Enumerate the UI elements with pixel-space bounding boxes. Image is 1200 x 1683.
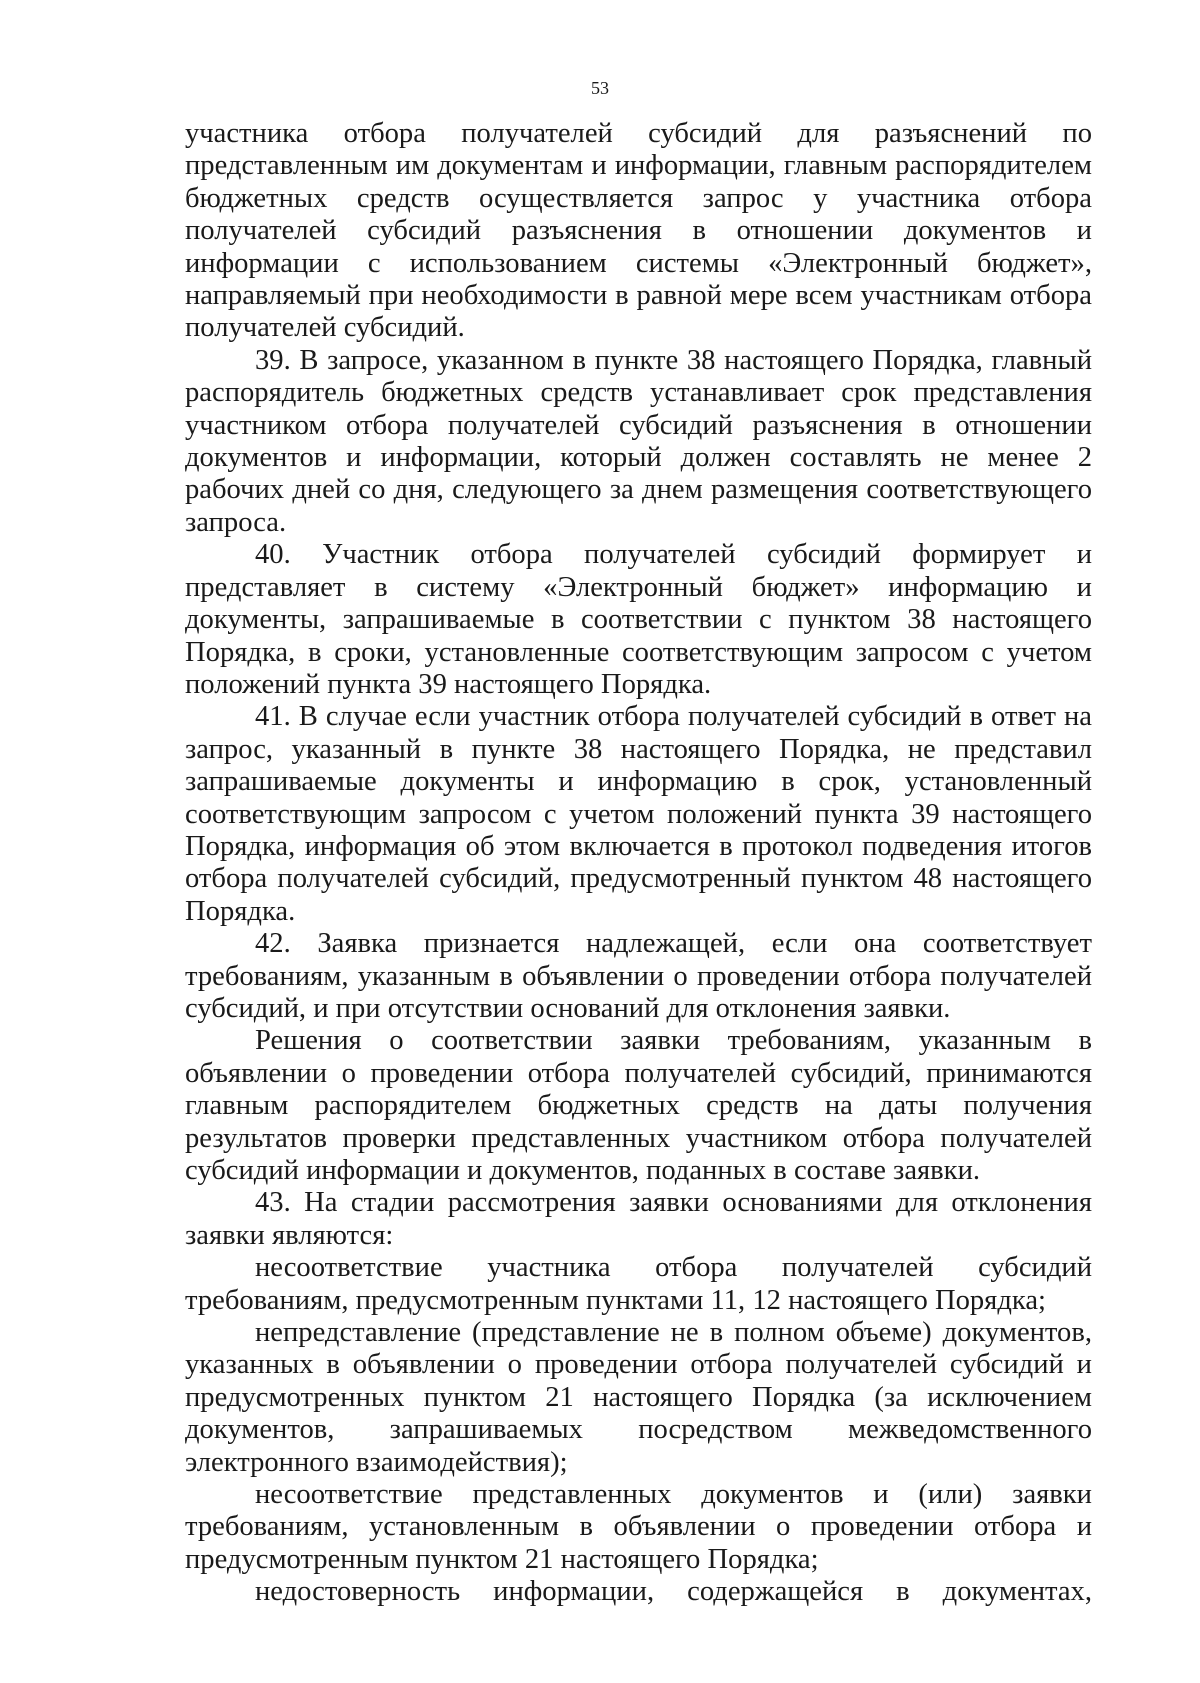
paragraph-43-item-1: несоответствие участника отбора получателей субсидий требованиям, предусмотренным пунктами 11, 12 настоящего Порядка; <box>185 1252 1092 1316</box>
paragraph-41: 41. В случае если участник отбора получателей субсидий в ответ на запрос, указанный в пункте 38 настоящего Порядка, не представил запрашиваемые документы и информацию в срок, установленный соответствующим запросом с учетом положений пункта 39 настоящего Порядка, информация об этом включается в протокол подведения итогов отбора получателей субсидий, предусмотренный пунктом 48 настоящего Порядка. <box>185 701 1092 927</box>
paragraph-43-item-2: непредставление (представление не в полном объеме) документов, указанных в объявлении о проведении отбора получателей субсидий и предусмотренных пунктом 21 настоящего Порядка (за исключением документов, запрашиваемых посредством межведомственного электронного взаимодействия); <box>185 1317 1092 1478</box>
paragraph-40: 40. Участник отбора получателей субсидий формирует и представляет в систему «Электронный бюджет» информацию и документы, запрашиваемые в соответствии с пунктом 38 настоящего Порядка, в сроки, установленные соответствующим запросом с учетом положений пункта 39 настоящего Порядка. <box>185 539 1092 700</box>
paragraph-42: 42. Заявка признается надлежащей, если она соответствует требованиям, указанным в объявлении о проведении отбора получателей субсидий, и при отсутствии оснований для отклонения заявки. <box>185 928 1092 1024</box>
paragraph-43-item-4: недостоверность информации, содержащейся в документах, <box>255 1576 1092 1608</box>
paragraph-continuation: участника отбора получателей субсидий для разъяснений по представленным им документам и информации, главным распорядителем бюджетных средств осуществляется запрос у участника отбора получателей субсидий разъяснения в отношении документов и информации с использованием системы «Электронный бюджет», направляемый при необходимости в равной мере всем участникам отбора получателей субсидий. <box>185 118 1092 344</box>
document-body <box>185 118 1092 1609</box>
paragraph-43: 43. На стадии рассмотрения заявки основаниями для отклонения заявки являются: <box>185 1187 1092 1251</box>
page-number: 53 <box>591 78 609 98</box>
paragraph-39: 39. В запросе, указанном в пункте 38 настоящего Порядка, главный распорядитель бюджетных средств устанавливает срок представления участником отбора получателей субсидий разъяснения в отношении документов и информации, который должен составлять не менее 2 рабочих дней со дня, следующего за днем размещения соответствующего запроса. <box>185 344 1092 538</box>
paragraph-42-decisions: Решения о соответствии заявки требованиям, указанным в объявлении о проведении отбора получателей субсидий, принимаются главным распорядителем бюджетных средств на даты получения результатов проверки представленных участником отбора получателей субсидий информации и документов, поданных в составе заявки. <box>185 1025 1092 1186</box>
paragraph-43-item-3: несоответствие представленных документов и (или) заявки требованиям, установленным в объявлении о проведении отбора и предусмотренным пунктом 21 настоящего Порядка; <box>185 1479 1092 1575</box>
